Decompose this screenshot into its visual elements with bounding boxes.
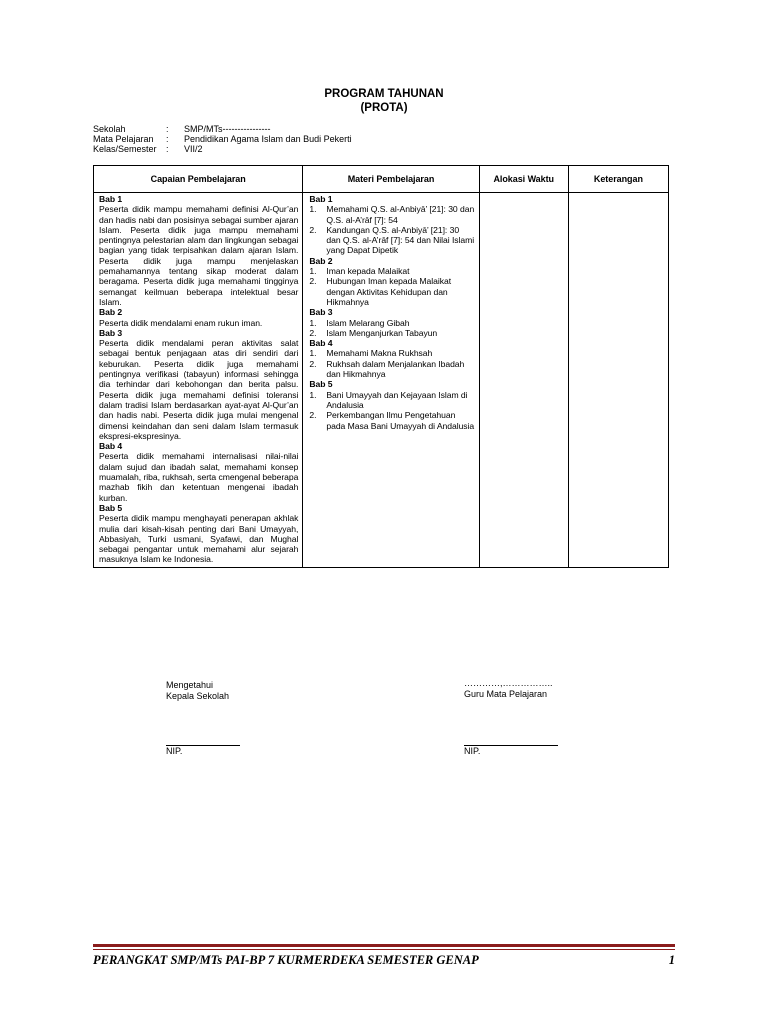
page-footer [93, 953, 675, 968]
materi-list [309, 318, 474, 339]
item-text: Rukhsah dalam Menjalankan Ibadah dan Hikmahnya [326, 358, 465, 380]
alokasi-cell [479, 193, 568, 568]
signature-right [464, 678, 553, 700]
list-item [309, 328, 474, 338]
list-item [309, 318, 474, 328]
info-value: Pendidikan Agama Islam dan Budi Pekerti [184, 134, 352, 144]
nip-left [166, 745, 240, 757]
bab-heading: Bab 1 [309, 194, 333, 204]
signature-left [166, 680, 229, 702]
item-number: 1. [309, 266, 317, 277]
info-row-mata-pelajaran [93, 134, 352, 144]
page-number: 1 [668, 953, 675, 967]
materi-list [309, 390, 474, 431]
item-text: Islam Melarang Gibah [326, 317, 410, 328]
materi-list [309, 348, 474, 379]
info-colon: : [166, 124, 169, 134]
table-row [94, 193, 669, 568]
item-number: 1. [309, 389, 317, 400]
info-value: SMP/MTs---------------- [184, 124, 271, 134]
capaian-text: Peserta didik mampu memahami definisi Al-Qur’an dan hadis nabi dan posisinya sebagai sumber ajaran Islam. Peserta didik juga mampu memahami pentingnya pelestarian alam dan lingkungan sebagai bagian yang tidak terpisahkan dalam ajaran Islam. Peserta didik juga mampu menjelaskan pemahamannya tentang sikap moderat dalam beragama. Peserta didik juga memahami tingginya semangat keilmuan beberapa intelektual besar Islam. [99, 204, 299, 307]
bab-heading: Bab 4 [309, 338, 333, 349]
list-item [309, 266, 474, 276]
list-item [309, 359, 474, 380]
header-materi: Materi Pembelajaran [303, 166, 479, 193]
item-text: Memahami Q.S. al-Anbiyā’ [21]: 30 dan Q.S. al-A’rāf [7]: 54 [326, 204, 475, 225]
table-header-row [94, 166, 669, 193]
capaian-text: Peserta didik mampu menghayati penerapan akhlak mulia dari kisah-kisah penting dari Bani Umayyah, Abbasiyah, Turki usmani, Syafawi, dan Mughal sebagai pengantar untuk memahami alur sejarah masuknya Islam ke Indonesia. [99, 513, 299, 565]
materi-cell [303, 193, 479, 568]
place-date-dots: …………,…………….. [464, 678, 553, 688]
item-number: 1. [309, 348, 317, 359]
nip-label: NIP. [166, 746, 183, 756]
item-number: 1. [309, 317, 317, 328]
bab-heading: Bab 5 [99, 502, 123, 513]
materi-list [309, 204, 474, 255]
materi-list [309, 266, 474, 307]
item-text: Perkembangan Ilmu Pengetahuan pada Masa Bani Umayyah di Andalusia [326, 410, 475, 431]
prota-table [93, 165, 669, 568]
item-number: 2. [309, 358, 317, 369]
item-text: Iman kepada Malaikat [326, 266, 410, 277]
bab-heading: Bab 3 [309, 307, 333, 318]
list-item [309, 348, 474, 358]
bab-heading: Bab 2 [99, 307, 123, 318]
info-value: VII/2 [184, 144, 203, 154]
page-subtitle: (PROTA) [360, 102, 408, 114]
bab-heading: Bab 3 [99, 327, 123, 338]
footer-rule-thick [93, 944, 675, 947]
item-text: Islam Menganjurkan Tabayun [326, 327, 438, 338]
capaian-cell [94, 193, 303, 568]
item-number: 2. [309, 276, 317, 287]
bab-heading: Bab 1 [99, 194, 123, 204]
info-label: Kelas/Semester [93, 144, 157, 154]
header-capaian: Capaian Pembelajaran [94, 166, 303, 193]
nip-label: NIP. [464, 746, 481, 756]
info-colon: : [166, 144, 169, 154]
item-number: 1. [309, 204, 317, 215]
info-row-sekolah [93, 124, 352, 134]
capaian-text: Peserta didik mendalami enam rukun iman. [99, 317, 263, 328]
keterangan-cell [568, 193, 668, 568]
info-colon: : [166, 134, 169, 144]
footer-rule-thin [93, 949, 675, 950]
list-item [309, 410, 474, 431]
info-label: Sekolah [93, 124, 126, 134]
capaian-text: Peserta didik memahami internalisasi nilai-nilai dalam sujud dan ibadah salat, memahami konsep muamalah, riba, rukhsah, serta cmengenal beberapa mazhab fikih dan ketentuan mengenai ibadah kurban. [99, 451, 299, 503]
item-text: Bani Umayyah dan Kejayaan Islam di Andalusia [326, 389, 468, 410]
bab-heading: Bab 5 [309, 379, 333, 390]
capaian-text: Peserta didik mendalami peran aktivitas salat sebagai bentuk penjagaan atas diri sendiri dari keburukan. Peserta didik juga memahami pentingnya verifikasi (tabayun) informasi sehingga dia terhindar dari kebohongan dan berita palsu. Peserta didik juga memahami definisi toleransi dalam tradisi Islam berdasarkan ayat-ayat Al-Qur’an dan hadis nabi. Peserta didik juga mulai mengenal dimensi keindahan dan seni dalam Islam termasuk ekspresi-ekspresinya. [99, 338, 299, 441]
list-item [309, 276, 474, 307]
guru-label: Guru Mata Pelajaran [464, 689, 548, 699]
bab-heading: Bab 2 [309, 255, 333, 266]
item-number: 2. [309, 327, 317, 338]
info-row-kelas-semester [93, 144, 352, 154]
list-item [309, 204, 474, 225]
header-keterangan: Keterangan [568, 166, 668, 193]
item-text: Hubungan Iman kepada Malaikat dengan Aktivitas Kehidupan dan Hikmahnya [326, 276, 452, 307]
nip-right [464, 745, 558, 757]
bab-heading: Bab 4 [99, 441, 123, 452]
footer-text: PERANGKAT SMP/MTs PAI-BP 7 KURMERDEKA SEMESTER GENAP [93, 953, 479, 967]
item-number: 2. [309, 224, 317, 235]
list-item [309, 225, 474, 256]
item-text: Kandungan Q.S. al-Anbiyā’ [21]: 30 dan Q.S. al-A’rāf [7]: 54 dan Nilai Islami yang Dapat Dipetik [326, 224, 475, 256]
list-item [309, 390, 474, 411]
info-label: Mata Pelajaran [93, 134, 154, 144]
kepala-sekolah-label: Kepala Sekolah [166, 691, 230, 701]
item-text: Memahami Makna Rukhsah [326, 348, 433, 359]
document-info [93, 124, 352, 154]
mengetahui-label: Mengetahui [166, 680, 214, 690]
header-alokasi: Alokasi Waktu [479, 166, 568, 193]
page-title: PROGRAM TAHUNAN [324, 88, 444, 100]
item-number: 2. [309, 410, 317, 421]
